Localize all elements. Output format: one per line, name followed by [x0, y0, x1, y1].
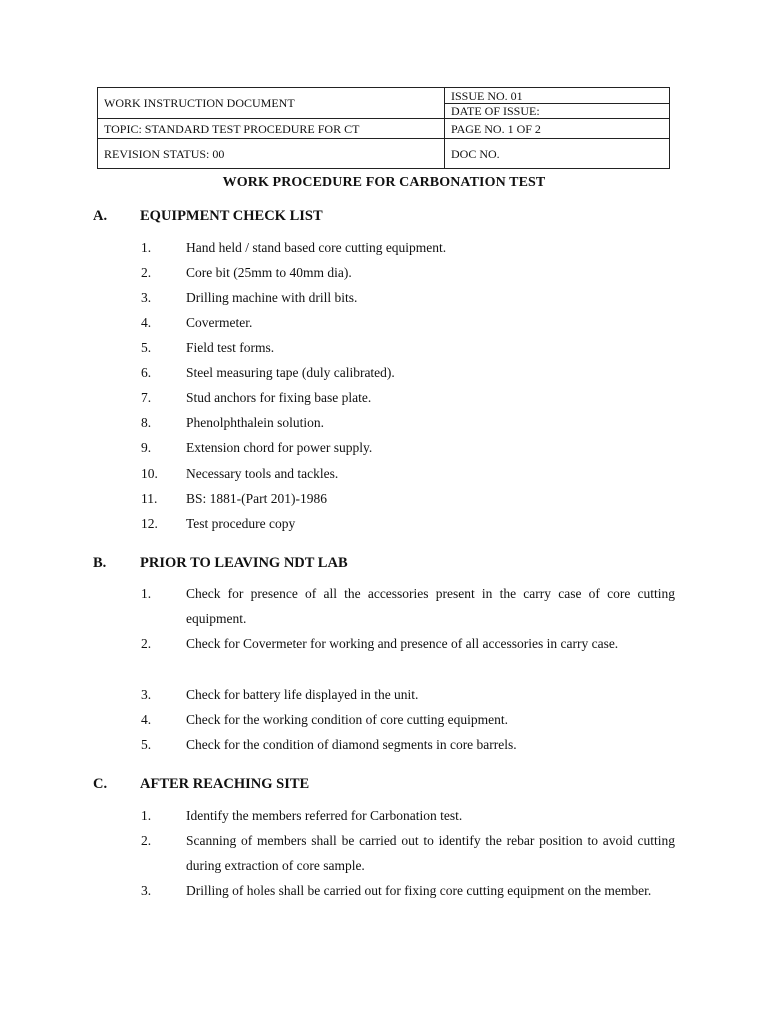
- item-number: 6.: [141, 365, 152, 380]
- page-no-cell: PAGE NO. 1 OF 2: [445, 119, 670, 139]
- item-text: Check for the condition of diamond segments in core barrels.: [186, 737, 517, 752]
- item-number: 4.: [141, 712, 152, 727]
- item-number: 8.: [141, 415, 152, 430]
- item-text: Phenolphthalein solution.: [186, 415, 324, 430]
- issue-no-cell: ISSUE NO. 01: [445, 88, 670, 104]
- item-text: Steel measuring tape (duly calibrated).: [186, 365, 395, 380]
- topic-cell: TOPIC: STANDARD TEST PROCEDURE FOR CT: [98, 119, 445, 139]
- item-text: Scanning of members shall be carried out to identify the rebar position to avoid cutting during extraction of core sample.: [186, 833, 675, 873]
- item-number: 5.: [141, 737, 152, 752]
- document-title: WORK PROCEDURE FOR CARBONATION TEST: [222, 175, 546, 190]
- section-letter: C.: [93, 776, 108, 792]
- item-number: 1.: [141, 240, 152, 255]
- item-text: Hand held / stand based core cutting equipment.: [186, 240, 447, 255]
- doc-type-cell: WORK INSTRUCTION DOCUMENT: [98, 88, 445, 119]
- item-text: Covermeter.: [186, 315, 253, 330]
- doc-no-cell: DOC NO.: [445, 139, 670, 169]
- item-number: 12.: [141, 516, 158, 531]
- section-title: PRIOR TO LEAVING NDT LAB: [140, 555, 348, 571]
- section-letter: B.: [93, 555, 107, 571]
- item-number: 7.: [141, 390, 152, 405]
- item-number: 10.: [141, 466, 158, 481]
- document-header-table: [97, 87, 670, 169]
- item-text: Check for the working condition of core cutting equipment.: [186, 712, 509, 727]
- item-text: Necessary tools and tackles.: [186, 466, 339, 481]
- date-of-issue-cell: DATE OF ISSUE:: [445, 104, 670, 119]
- item-number: 11.: [141, 491, 158, 506]
- section-letter: A.: [93, 208, 108, 224]
- item-number: 3.: [141, 290, 152, 305]
- item-text: Test procedure copy: [186, 516, 296, 531]
- item-number: 9.: [141, 440, 152, 455]
- item-text: BS: 1881-(Part 201)-1986: [186, 491, 327, 506]
- section-title: AFTER REACHING SITE: [140, 776, 310, 792]
- item-text: Check for presence of all the accessories present in the carry case of core cutting equipment.: [186, 586, 675, 626]
- item-number: 3.: [141, 687, 152, 702]
- item-number: 3.: [141, 883, 152, 898]
- item-number: 2.: [141, 636, 152, 651]
- item-text: Drilling machine with drill bits.: [186, 290, 358, 305]
- item-number: 2.: [141, 265, 152, 280]
- item-text: Stud anchors for fixing base plate.: [186, 390, 372, 405]
- item-text: Core bit (25mm to 40mm dia).: [186, 265, 352, 280]
- item-number: 4.: [141, 315, 152, 330]
- item-text: Check for Covermeter for working and presence of all accessories in carry case.: [186, 636, 619, 651]
- item-text: Extension chord for power supply.: [186, 440, 373, 455]
- item-text: Field test forms.: [186, 340, 275, 355]
- item-number: 1.: [141, 808, 152, 823]
- item-number: 5.: [141, 340, 152, 355]
- item-text: Drilling of holes shall be carried out for fixing core cutting equipment on the member.: [186, 883, 652, 898]
- item-number: 1.: [141, 586, 152, 601]
- item-text: Identify the members referred for Carbonation test.: [186, 808, 463, 823]
- item-number: 2.: [141, 833, 152, 848]
- item-text: Check for battery life displayed in the unit.: [186, 687, 419, 702]
- section-title: EQUIPMENT CHECK LIST: [140, 208, 323, 224]
- revision-status-cell: REVISION STATUS: 00: [98, 139, 445, 169]
